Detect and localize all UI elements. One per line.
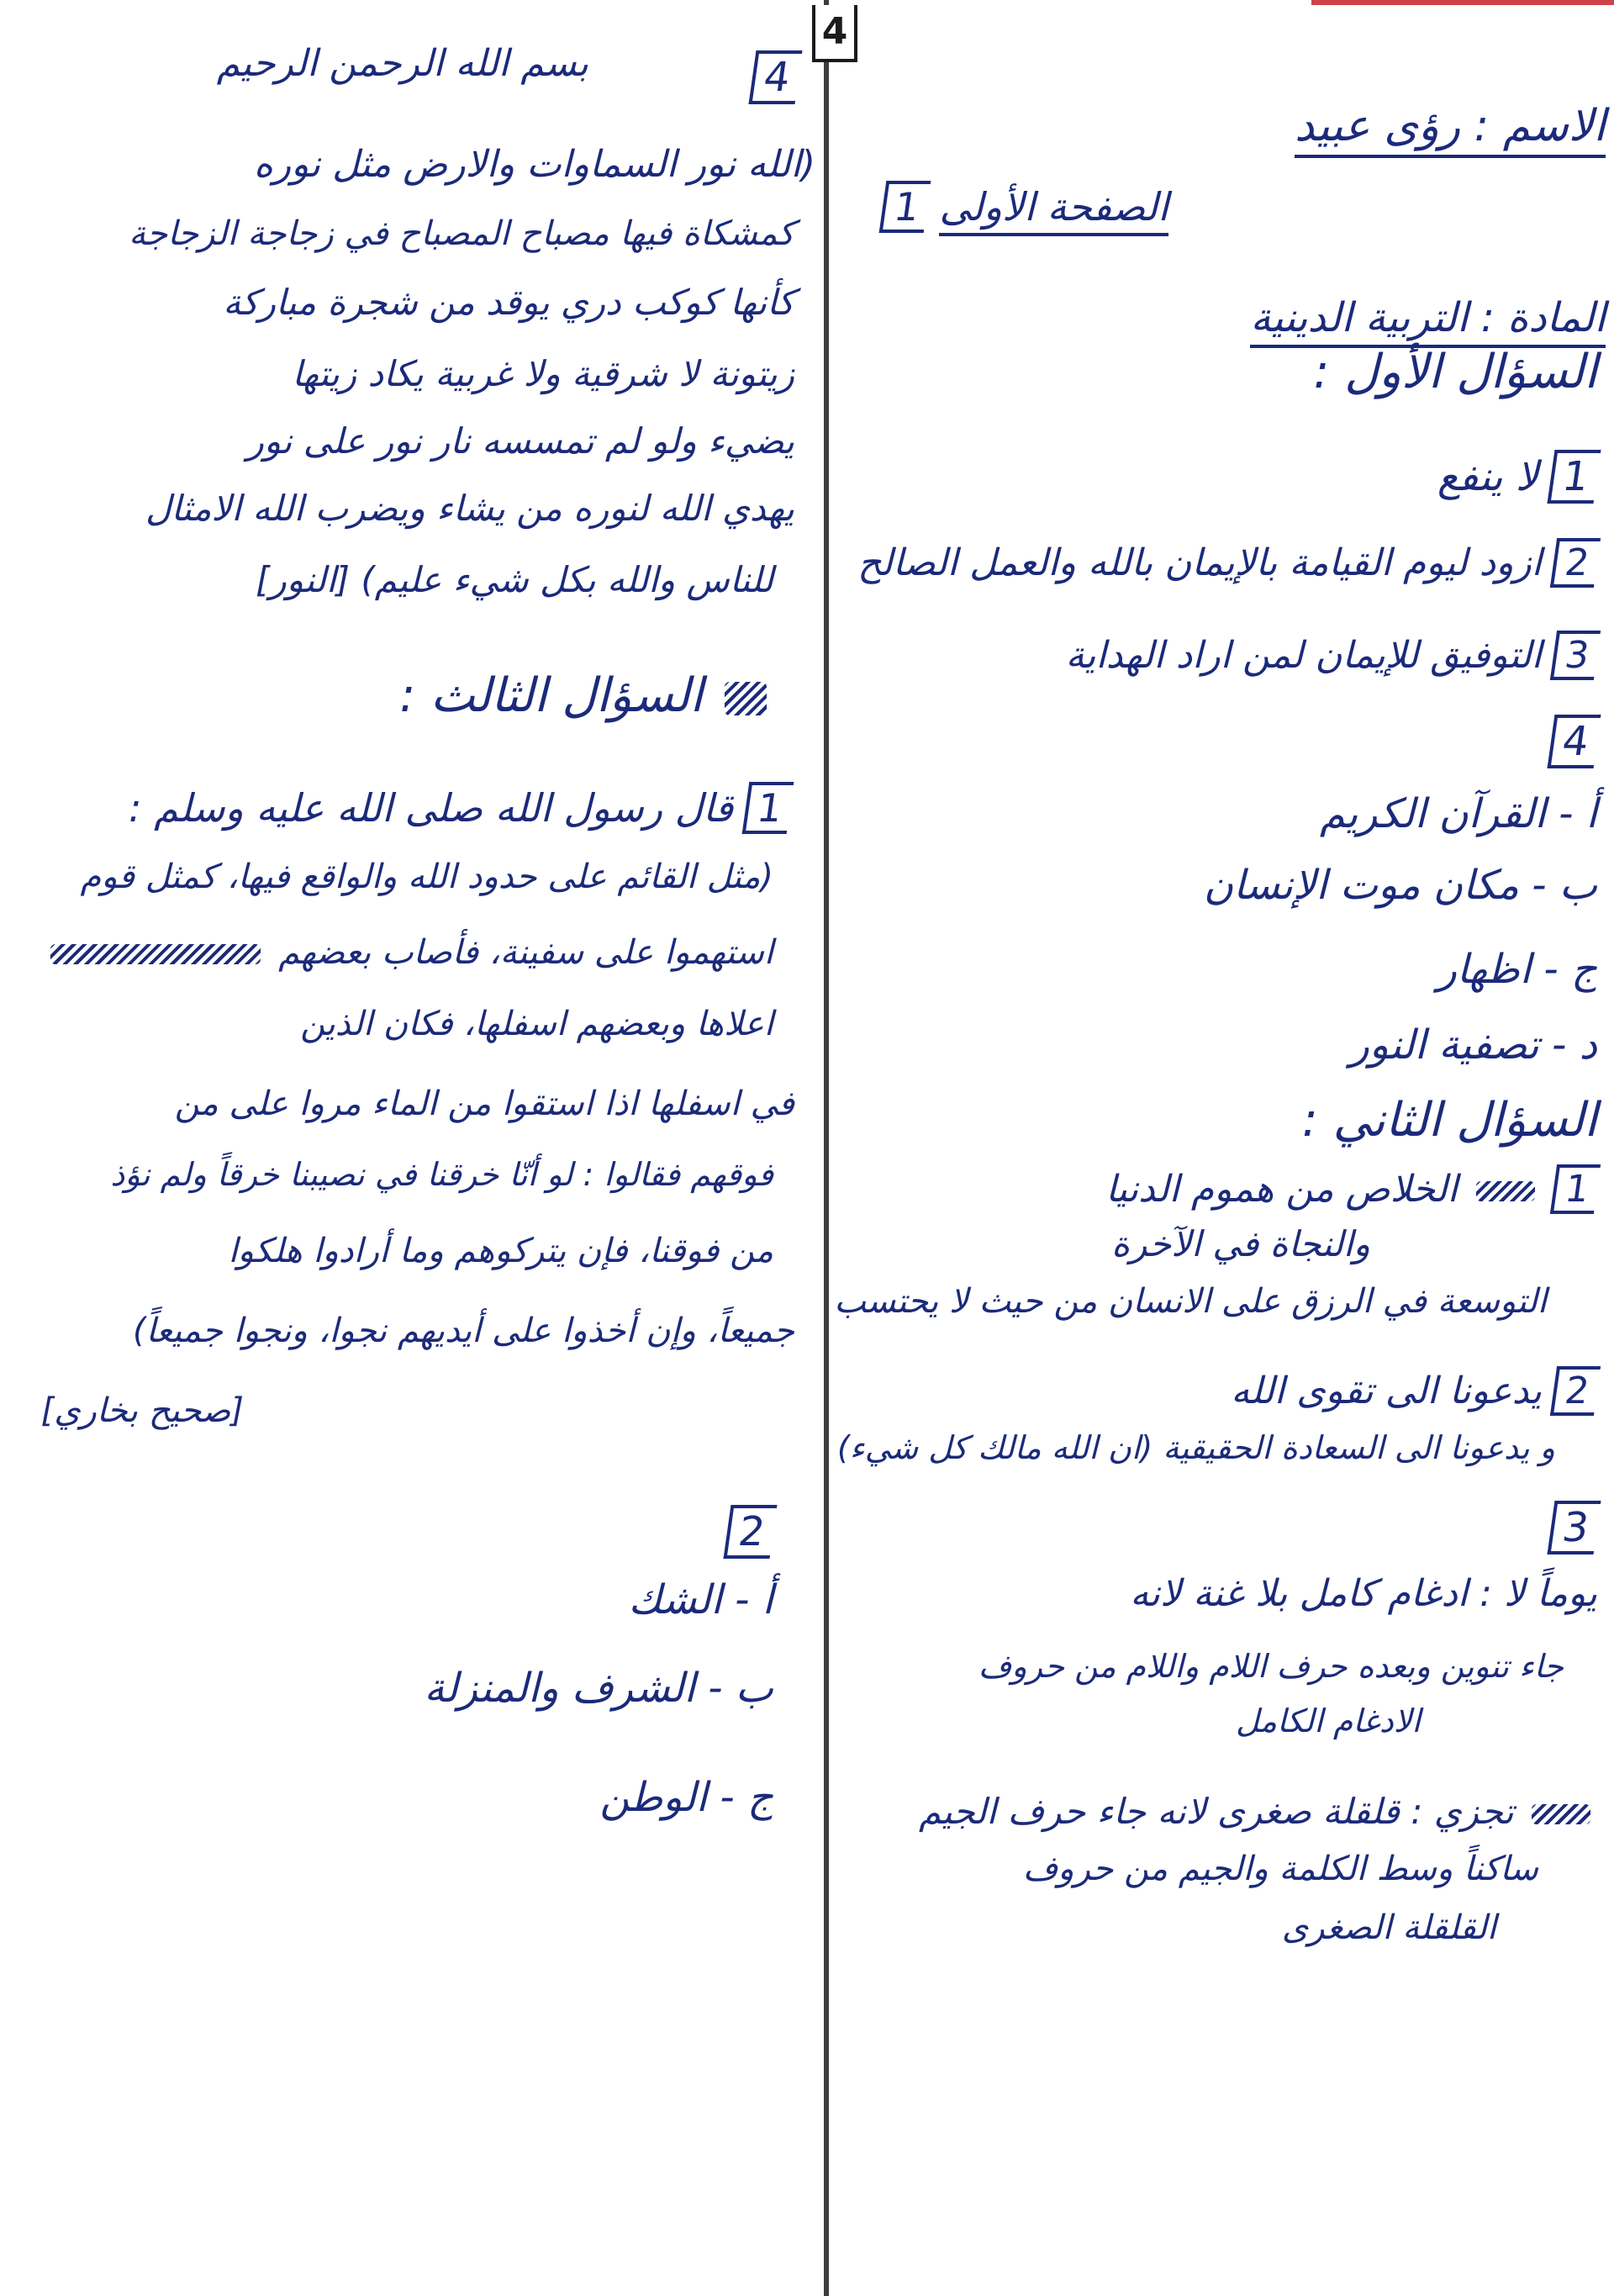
- crossed-out-scribble: [1476, 1181, 1535, 1201]
- verse-line-1: (الله نور السماوات والارض مثل نوره: [253, 143, 815, 186]
- q1-answer-3: [1066, 631, 1597, 680]
- left-question-number: [752, 50, 799, 104]
- q3-part-2-number: [727, 1505, 773, 1559]
- verse-line-5: يضيء ولو لم تمسسه نار نور على نور: [246, 420, 794, 462]
- q1-part-4-number: [1551, 715, 1597, 768]
- hadith-line-4: في اسفلها اذا استقوا من الماء مروا على من: [174, 1085, 794, 1123]
- red-corner-mark: [1311, 0, 1614, 5]
- q1-answer-1: [1437, 450, 1597, 504]
- q1-part-4-item-b: ب - مكان موت الإنسان: [1203, 862, 1597, 909]
- q2-answer-3-b-line-3: القلقلة الصغرى: [1281, 1908, 1496, 1947]
- hadith-line-1: (مثل القائم على حدود الله والواقع فيها، كمثل قوم: [80, 858, 773, 896]
- q1-answer-2-number: 2: [1550, 538, 1601, 588]
- q1-part-4-item-d: د - تصفية النور: [1349, 1021, 1597, 1069]
- q2-answer-3-a-line-3: الادغام الكامل: [1235, 1702, 1421, 1739]
- q1-heading: السؤال الأول :: [1313, 345, 1597, 399]
- hadith-intro: [129, 782, 790, 834]
- hadith-source: [صحيح بخاري]: [40, 1391, 244, 1430]
- q2-answer-2: [1231, 1366, 1597, 1416]
- verse-line-7: للناس والله بكل شيء عليم) [النور]: [256, 559, 773, 600]
- page-label: [883, 181, 1168, 233]
- left-question-number-box: 4: [749, 50, 803, 104]
- hadith-line-6: من فوقنا، فإن يتركوهم وما أرادوا هلكوا: [228, 1232, 773, 1270]
- page-label-text: الصفحة الأولى: [939, 184, 1168, 236]
- q2-answer-3-b-text-1: تجزي : قلقلة صغرى لانه جاء حرف الجيم: [919, 1791, 1514, 1832]
- hadith-line-7: جميعاً، وإن أخذوا على أيديهم نجوا، ونجوا جميعاً): [133, 1312, 794, 1350]
- q2-answer-3-b-line-1: [919, 1791, 1597, 1832]
- basmala: بسم الله الرحمن الرحيم: [216, 42, 588, 85]
- strikethrough-scribble: [50, 944, 261, 964]
- q1-answer-2: [857, 538, 1597, 588]
- q1-answer-1-number: 1: [1548, 450, 1601, 504]
- q2-answer-1-line-2: والنجاة في الآخرة: [1111, 1223, 1370, 1264]
- verse-line-6: يهدي الله لنوره من يشاء ويضرب الله الامثال: [145, 488, 794, 529]
- q1-answer-2-text: ازود ليوم القيامة بالإيمان بالله والعمل الصالح: [857, 541, 1542, 584]
- student-name: الاسم : رؤى عبيد: [1295, 101, 1606, 158]
- q1-answer-3-text: التوفيق للإيمان لمن اراد الهداية: [1065, 634, 1542, 677]
- hadith-line-2: [44, 933, 773, 972]
- q2-answer-1: [1105, 1164, 1597, 1214]
- q3-part-2-item-c: ج - الوطن: [599, 1774, 773, 1821]
- q2-answer-3-number-box: 3: [1548, 1501, 1601, 1554]
- q3-part-1-number: 1: [741, 782, 794, 834]
- q2-answer-3-a: يوماً لا : ادغام كامل بلا غنة لانه: [1130, 1572, 1597, 1615]
- q2-heading: السؤال الثاني :: [1301, 1093, 1597, 1148]
- q2-answer-3-b-line-2: ساكناً وسط الكلمة والجيم من حروف: [1022, 1850, 1538, 1888]
- q1-part-4-item-c: ج - اظهار: [1437, 946, 1597, 993]
- page-label-number: 1: [878, 181, 931, 233]
- hadith-line-2-text: استهموا على سفينة، فأصاب بعضهم: [278, 933, 773, 972]
- verse-line-3: كأنها كوكب دري يوقد من شجرة مباركة: [223, 282, 794, 323]
- heading-scribble: [725, 682, 767, 715]
- crossed-out-scribble-2: [1532, 1804, 1590, 1824]
- q2-answer-2-number: 2: [1550, 1366, 1601, 1416]
- q1-answer-3-number: 3: [1550, 631, 1601, 680]
- subject-line: المادة : التربية الدينية: [1250, 294, 1606, 348]
- verse-line-2: كمشكاة فيها مصباح المصباح في زجاجة الزجاجة: [129, 214, 794, 253]
- q3-part-2-item-b: ب - الشرف والمنزلة: [424, 1665, 773, 1712]
- q2-answer-1-note: التوسعة في الرزق على الانسان من حيث لا يحتسب: [834, 1282, 1547, 1321]
- q2-answer-3-a-line-2: جاء تنوين وبعده حرف اللام واللام من حروف: [978, 1648, 1564, 1685]
- hadith-line-3: اعلاها وبعضهم اسفلها، فكان الذين: [300, 1005, 773, 1043]
- q2-answer-1-line-1: الخلاص من هموم الدنيا: [1105, 1168, 1458, 1211]
- q3-heading: [399, 668, 773, 723]
- q3-part-2-item-a: أ - الشك: [628, 1576, 773, 1623]
- q1-answer-1-text: لا ينفع: [1437, 453, 1539, 500]
- column-divider: [824, 0, 829, 2296]
- hadith-line-5: فوقهم فقالوا : لو أنّا خرقنا في نصيبنا خرقاً ولم نؤذ: [110, 1156, 773, 1193]
- q3-heading-text: السؤال الثالث :: [399, 668, 704, 723]
- verse-line-4: زيتونة لا شرقية ولا غربية يكاد زيتها: [292, 353, 794, 394]
- q2-answer-3-number: [1551, 1501, 1597, 1554]
- q3-part-2-number-box: 2: [724, 1505, 778, 1559]
- page-number-box: 4: [812, 5, 857, 62]
- q1-part-4-number-box: 4: [1548, 715, 1601, 768]
- hadith-intro-text: قال رسول الله صلى الله عليه وسلم :: [129, 785, 734, 831]
- q2-answer-2-line-2: و يدعونا الى السعادة الحقيقية (ان الله مالك كل شيء): [836, 1429, 1555, 1466]
- q2-answer-2-line-1: يدعونا الى تقوى الله: [1231, 1370, 1542, 1412]
- q1-part-4-item-a: أ - القرآن الكريم: [1320, 790, 1597, 837]
- q2-answer-1-number: 1: [1550, 1164, 1601, 1214]
